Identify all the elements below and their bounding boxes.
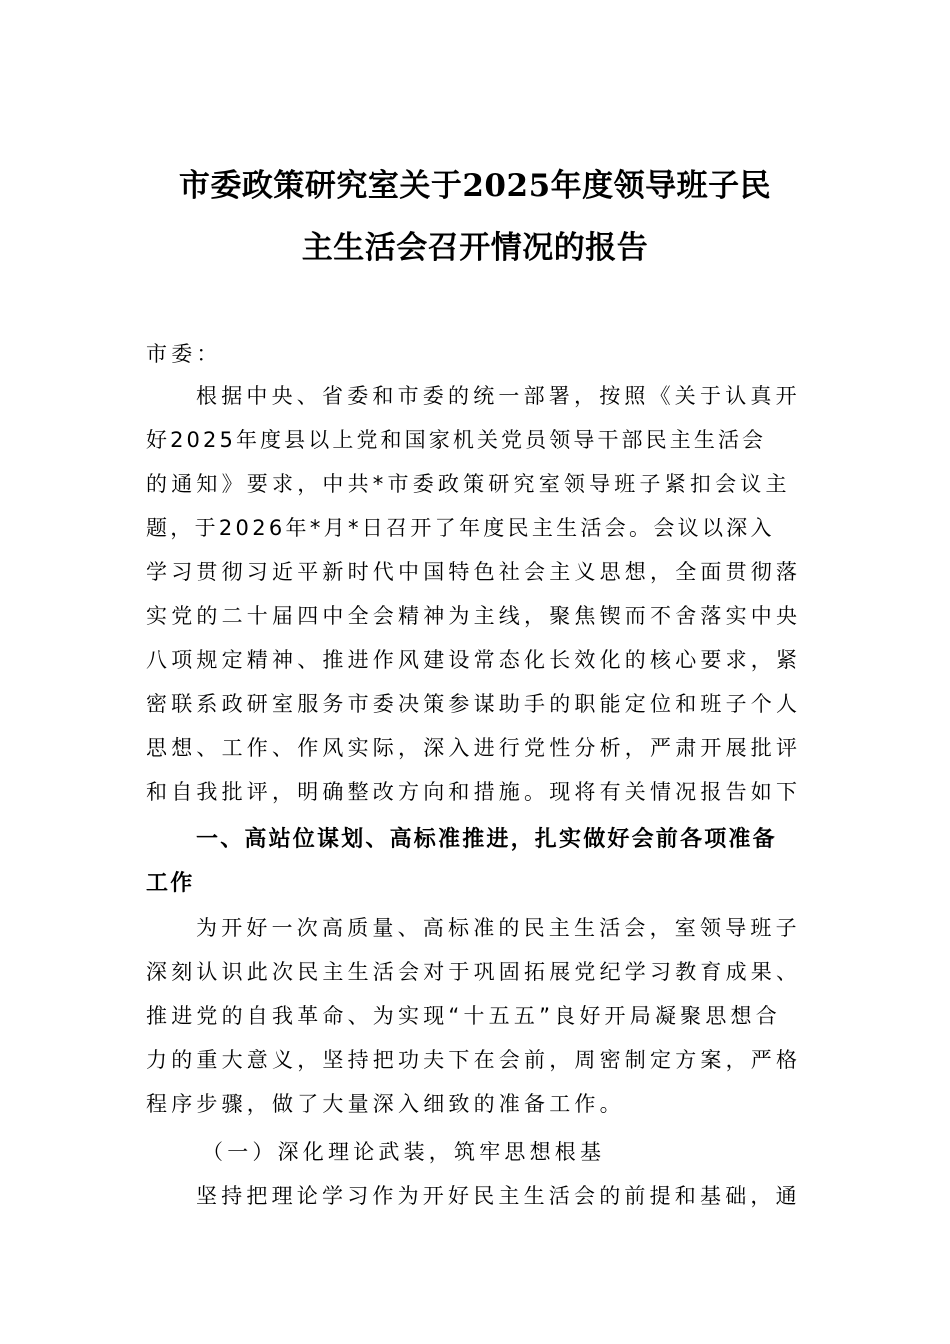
paragraph-line: 推进党的自我革命、为实现“十五五”良好开局凝聚思想合 (146, 1004, 781, 1028)
section-heading-1 (146, 818, 808, 906)
paragraph-2 (146, 906, 808, 1126)
document-title-line-2: 主生活会召开情况的报告 (301, 230, 649, 266)
heading-line: 工作 (146, 871, 195, 896)
paragraph-line: 实党的二十届四中全会精神为主线，聚焦锲而不舍落实中央 (146, 604, 802, 628)
paragraph-line: 八项规定精神、推进作风建设常态化长效化的核心要求，紧 (146, 648, 802, 672)
paragraph-line: 力的重大意义，坚持把功夫下在会前，周密制定方案，严格 (146, 1048, 802, 1072)
paragraph-line: 好2025年度县以上党和国家机关党员领导干部民主生活会 (146, 428, 767, 452)
paragraph-line: 根据中央、省委和市委的统一部署，按照《关于认真开 (196, 384, 801, 408)
paragraph-line: 程序步骤，做了大量深入细致的准备工作。 (146, 1092, 625, 1116)
paragraph-line: 深刻认识此次民主生活会对于巩固拓展党纪学习教育成果、 (146, 960, 802, 984)
paragraph-line: 题，于2026年*月*日召开了年度民主生活会。会议以深入 (146, 516, 775, 540)
paragraph-line: 坚持把理论学习作为开好民主生活会的前提和基础，通 (196, 1184, 801, 1208)
document-title-line-1: 市委政策研究室关于2025年度领导班子民 (178, 168, 772, 204)
paragraph-line: 密联系政研室服务市委决策参谋助手的职能定位和班子个人 (146, 692, 802, 716)
paragraph-line: 思想、工作、作风实际，深入进行党性分析，严肃开展批评 (146, 736, 802, 760)
heading-line: 一、高站位谋划、高标准推进，扎实做好会前各项准备 (196, 827, 777, 852)
subsection-heading-1: （一）深化理论武装，筑牢思想根基 (202, 1140, 606, 1164)
salutation: 市委： (146, 342, 222, 366)
paragraph-3 (146, 1174, 808, 1218)
paragraph-line: 的通知》要求，中共*市委政策研究室领导班子紧扣会议主 (146, 472, 791, 496)
paragraph-line: 为开好一次高质量、高标准的民主生活会，室领导班子 (196, 916, 801, 940)
paragraph-line: 学习贯彻习近平新时代中国特色社会主义思想，全面贯彻落 (146, 560, 802, 584)
paragraph-line: 和自我批评，明确整改方向和措施。现将有关情况报告如下 (146, 780, 802, 804)
paragraph-1 (146, 374, 808, 814)
